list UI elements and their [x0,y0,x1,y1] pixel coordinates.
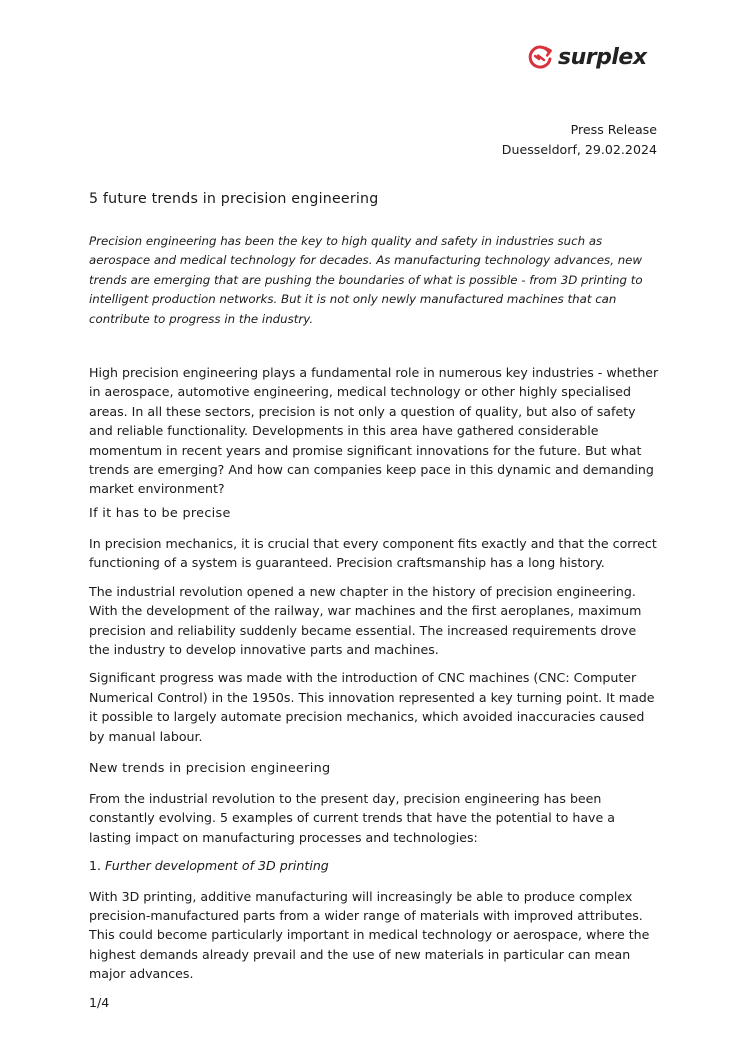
release-meta [502,120,657,159]
logo-wordmark: surplex [558,45,647,70]
surplex-cycle-icon [526,44,554,72]
section-heading-precise: If it has to be precise [89,505,231,521]
paragraph: With 3D printing, additive manufacturing will increasingly be able to produce complex precision-manufactured parts from a wider range of materials with improved attributes. This could become particularly important in medical technology or aerospace, where the highest demands already prevail and the use of new materials in particular can mean major advances. [89,888,650,982]
numbered-item-heading [89,856,659,875]
paragraph: In precision mechanics, it is crucial that every component fits exactly and that the correct functioning of a system is guaranteed. Precision craftsmanship has a long history. [89,535,657,571]
paragraph: From the industrial revolution to the present day, precision engineering has been constantly evolving. 5 examples of current trends that have the potential to have a lasting impact on manufacturing processes and technologies: [89,790,615,845]
article-body [89,189,659,993]
article-title: 5 future trends in precision engineering [89,191,379,207]
section-heading-trends: New trends in precision engineering [89,760,331,776]
paragraph: The industrial revolution opened a new chapter in the history of precision engineering. With the development of the railway, war machines and the first aeroplanes, maximum precision and reliability suddenly became essential. The increased requirements drove the industry to develop innovative parts and machines. [89,583,642,657]
intro-paragraph: High precision engineering plays a fundamental role in numerous key industries - whether in aerospace, automotive engineering, medical technology or other highly specialised areas. In all these sectors, precision is not only a question of quality, but also of safety and reliable functionality. Developments in this area have gathered considerable momentum in recent years and promise significant innovations for the future. But what trends are emerging? And how can companies keep pace in this dynamic and demanding market environment? [89,365,659,497]
item-number: 1. [89,858,102,874]
lead-paragraph: Precision engineering has been the key to high quality and safety in industries such as aerospace and medical technology for decades. As manufacturing technology advances, new trends are emerging that are pushing the boundaries of what is possible - from 3D printing to intelligent production networks. But it is not only newly manufactured machines that can contribute to progress in the industry. [89,234,643,326]
page-number: 1/4 [89,995,110,1010]
location-date: Duesseldorf, 29.02.2024 [501,141,657,157]
item-title: Further development of 3D printing [105,858,329,874]
surplex-logo [526,44,647,72]
press-release-label: Press Release [570,122,657,137]
paragraph: Significant progress was made with the introduction of CNC machines (CNC: Computer Numerical Control) in the 1950s. This innovation represented a key turning point. It made it possible to largely automate precision mechanics, which avoided inaccuracies caused by manual labour. [89,670,655,744]
